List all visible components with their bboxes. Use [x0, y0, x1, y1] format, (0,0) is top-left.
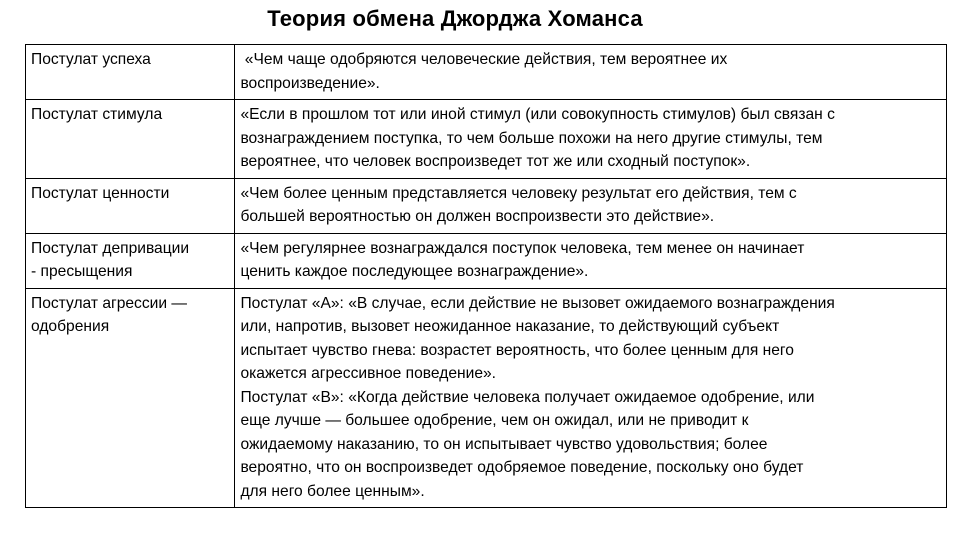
postulate-name-cell [26, 100, 235, 179]
postulate-description-line: окажется агрессивное поведение». [240, 365, 496, 382]
table-row [26, 233, 947, 288]
postulate-name-line: Постулат стимула [31, 106, 163, 123]
postulate-description-cell [235, 288, 947, 508]
postulate-name-cell [26, 288, 235, 508]
postulate-name-cell [26, 233, 235, 288]
postulate-description-cell [235, 233, 947, 288]
postulate-description-line: еще лучше — большее одобрение, чем он ожидал, или не приводит к [240, 412, 749, 429]
postulate-description-line: вероятно, что он воспроизведет одобряемое поведение, поскольку оно будет [240, 459, 804, 476]
postulate-description-cell [235, 178, 947, 233]
postulate-description-line: Постулат «В»: «Когда действие человека получает ожидаемое одобрение, или [240, 388, 815, 406]
postulate-description-cell [235, 45, 947, 100]
postulate-name-cell [26, 45, 235, 100]
table-row [26, 288, 947, 508]
table-row [26, 45, 947, 100]
postulate-description-line: или, напротив, вызовет неожиданное наказание, то действующий субъект [240, 318, 780, 335]
postulate-description-line: для него более ценным». [240, 482, 425, 500]
postulate-name-line: одобрения [31, 318, 110, 335]
postulate-name-line: Постулат депривации [31, 239, 190, 257]
table-row [26, 178, 947, 233]
postulate-description-line: воспроизведение». [240, 74, 380, 92]
postulate-description-line: Постулат «А»: «В случае, если действие не вызовет ожидаемого вознаграждения [240, 294, 835, 312]
postulate-description-line: «Чем регулярнее вознаграждался поступок человека, тем менее он начинает [240, 239, 805, 257]
postulate-description-line: вероятнее, что человек воспроизведет тот же или сходный поступок». [240, 153, 751, 170]
postulate-description-line: ценить каждое последующее вознаграждение». [240, 263, 589, 280]
postulate-description-line: испытает чувство гнева: возрастет вероятность, что более ценным для него [240, 341, 794, 359]
postulate-name-line: Постулат успеха [31, 51, 151, 68]
postulate-description-line: ожидаемому наказанию, то он испытывает чувство удовольствия; более [240, 435, 768, 453]
postulate-name-line: - пресыщения [31, 263, 133, 280]
postulate-description-line: большей вероятностью он должен воспроизвести это действие». [240, 208, 715, 225]
page-title: Теория обмена Джорджа Хоманса [267, 6, 643, 31]
postulate-description-line: «Чем чаще одобряются человеческие действия, тем вероятнее их [240, 51, 728, 68]
postulate-description-line: «Чем более ценным представляется человеку результат его действия, тем с [240, 184, 797, 202]
table-row [26, 100, 947, 179]
postulate-description-cell [235, 100, 947, 179]
postulate-description-line: вознаграждением поступка, то чем больше похожи на него другие стимулы, тем [240, 129, 823, 147]
postulate-name-cell [26, 178, 235, 233]
postulate-description-line: «Если в прошлом тот или иной стимул (или совокупность стимулов) был связан с [240, 106, 835, 123]
postulate-name-line: Постулат ценности [31, 184, 170, 202]
postulates-table [25, 44, 947, 508]
postulate-name-line: Постулат агрессии — [31, 294, 187, 312]
